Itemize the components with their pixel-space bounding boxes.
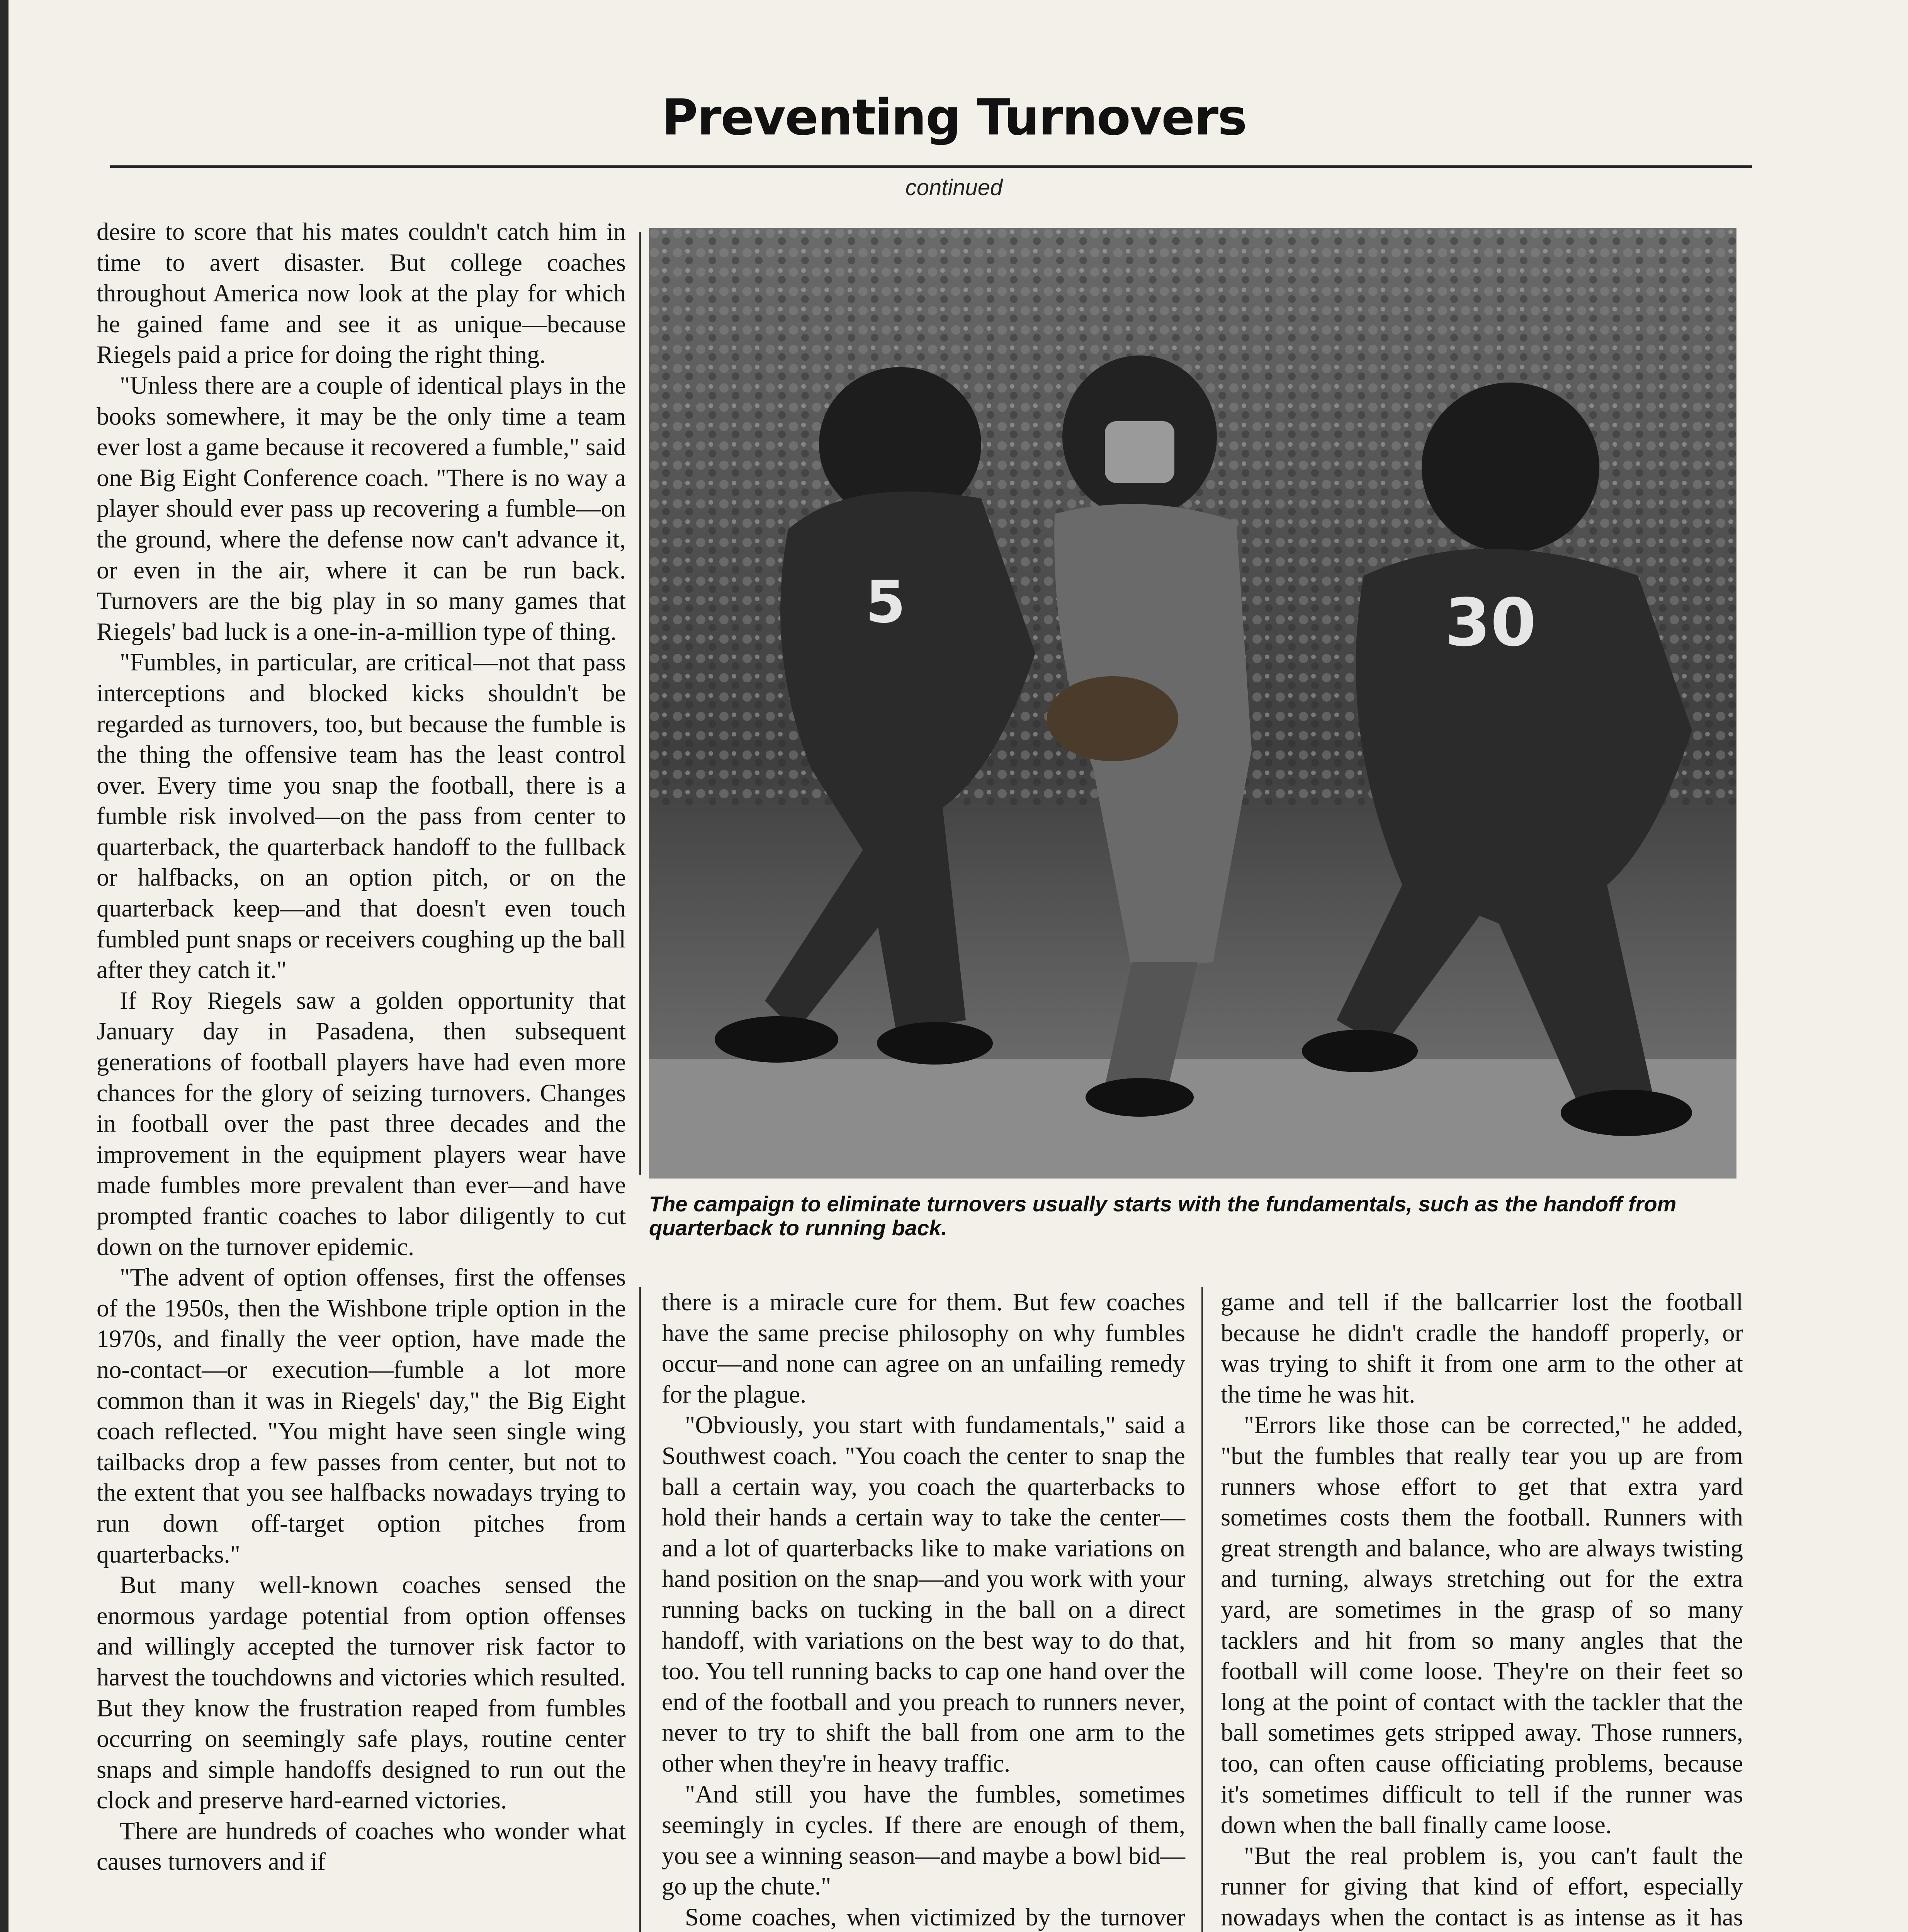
jersey-number-left: 5: [865, 569, 906, 636]
paragraph: "But the real problem is, you can't fault the runner for giving that kind of effort, especially nowadays when the contact is as intense as it has: [1221, 1842, 1743, 1931]
paragraph: If Roy Riegels saw a golden opportunity that January day in Pasadena, then subsequent generations of football players have had even more chances for the glory of seizing turnovers. Changes in football over the past three decades and the improvement in the equipment players wear have made fumbles more prevalent than ever—and have prompted frantic coaches to labor diligently to cut down on the turnover epidemic.: [97, 986, 626, 1260]
page-title: Preventing Turnovers: [661, 89, 1247, 146]
article-column-left: [97, 216, 626, 1932]
paragraph: "And still you have the fumbles, sometimes seemingly in cycles. If there are enough of them, you see a winning season—and maybe a bowl bid—go up the chute.": [662, 1780, 1185, 1900]
paragraph: "Unless there are a couple of identical plays in the books somewhere, it may be the only time a team ever lost a game because it recovered a fumble," said one Big Eight Conference coach. "There is no way a player should ever pass up recovering a fumble—on the ground, where the defense now can't advance it, or even in the air, where it can be run back. Turnovers are the big play in so many games that Riegels' bad luck is a one-in-a-million type of thing.: [97, 371, 626, 645]
article-column-right: [1221, 1287, 1743, 1932]
paragraph: game and tell if the ballcarrier lost the football because he didn't cradle the handoff properly, or was trying to shift it from one arm to the other at the time he was hit.: [1221, 1288, 1743, 1408]
paragraph: Some coaches, when victimized by the turnover: [685, 1903, 1185, 1931]
paragraph: desire to score that his mates couldn't catch him in time to avert disaster. But college coaches throughout America now look at the play for which he gained fame and see it as unique—because Riegels paid a price for doing the right thing.: [97, 218, 626, 369]
paragraph: But many well-known coaches sensed the enormous yardage potential from option offenses and willingly accepted the turnover risk factor to harvest the touchdowns and victories which resulted. But they know the frustration reaped from fumbles occurring on seemingly safe plays, routine center snaps and simple handoffs designed to run out the clock and preserve hard-earned victories.: [97, 1571, 626, 1814]
paragraph: "Fumbles, in particular, are critical—not that pass interceptions and blocked kicks shouldn't be regarded as turnovers, too, but because the fumble is the thing the offensive team has the least control over. Every time you snap the football, there is a fumble risk involved—on the pass from center to quarterback, the quarterback handoff to the fullback or halfbacks, on an option pitch, or on the quarterback keep—and that doesn't even touch fumbled punt snaps or receivers coughing up the ball after they catch it.": [97, 648, 626, 984]
column-divider: [1201, 1287, 1203, 1932]
paragraph: "The advent of option offenses, first the offenses of the 1950s, then the Wishbone triple option in the 1970s, and finally the veer option, have made the no-contact—or execution—fumble a lot more common than it was in Riegels' day," the Big Eight coach reflected. "You might have seen single wing tailbacks drop a few passes from center, but not to the extent that you see halfbacks nowadays trying to run down off-target option pitches from quarterbacks.": [97, 1264, 626, 1568]
column-divider: [639, 1287, 641, 1932]
jersey-number-right: 30: [1445, 585, 1536, 661]
paragraph: "Obviously, you start with fundamentals," said a Southwest coach. "You coach the center to snap the ball a certain way, you coach the quarterbacks to hold their hands a certain way to take the center—and a lot of quarterbacks like to make variations on hand position on the snap—and you work with your running backs on tucking in the ball on a direct handoff, with variations on the best way to do that, too. You tell running backs to cap one hand over the end of the football and you preach to runners never, never to try to shift the ball from one arm to the other when they're in heavy traffic.: [662, 1411, 1185, 1777]
photo-caption: The campaign to eliminate turnovers usually starts with the fundamentals, such as the handoff from quarterback to running back.: [649, 1192, 1677, 1240]
continued-label: continued: [905, 175, 1003, 200]
paragraph: there is a miracle cure for them. But few coaches have the same precise philosophy on why fumbles occur—and none can agree on an unfailing remedy for the plague.: [662, 1288, 1185, 1408]
header-rule: [110, 165, 1752, 168]
column-divider: [639, 232, 641, 1175]
page-binding-edge: [0, 0, 8, 1932]
football-handoff-photo: [649, 228, 1736, 1179]
paragraph: "Errors like those can be corrected," he added, "but the fumbles that really tear you up are from runners whose effort to get that extra yard sometimes costs them the football. Runners with great strength and balance, who are always twisting and turning, always stretching out for the extra yard, are sometimes in the grasp of so many tacklers and hit from so many angles that the football will come loose. They're on their feet so long at the point of contact with the tackler that the ball sometimes gets stripped away. Those runners, too, can often cause officiating problems, because it's sometimes difficult to tell if the runner was down when the ball finally came loose.: [1221, 1411, 1743, 1839]
paragraph: There are hundreds of coaches who wonder what causes turnovers and if: [97, 1817, 626, 1876]
football: [1047, 676, 1178, 761]
article-column-middle: [662, 1287, 1185, 1932]
photo-illustration: [649, 228, 1736, 1179]
